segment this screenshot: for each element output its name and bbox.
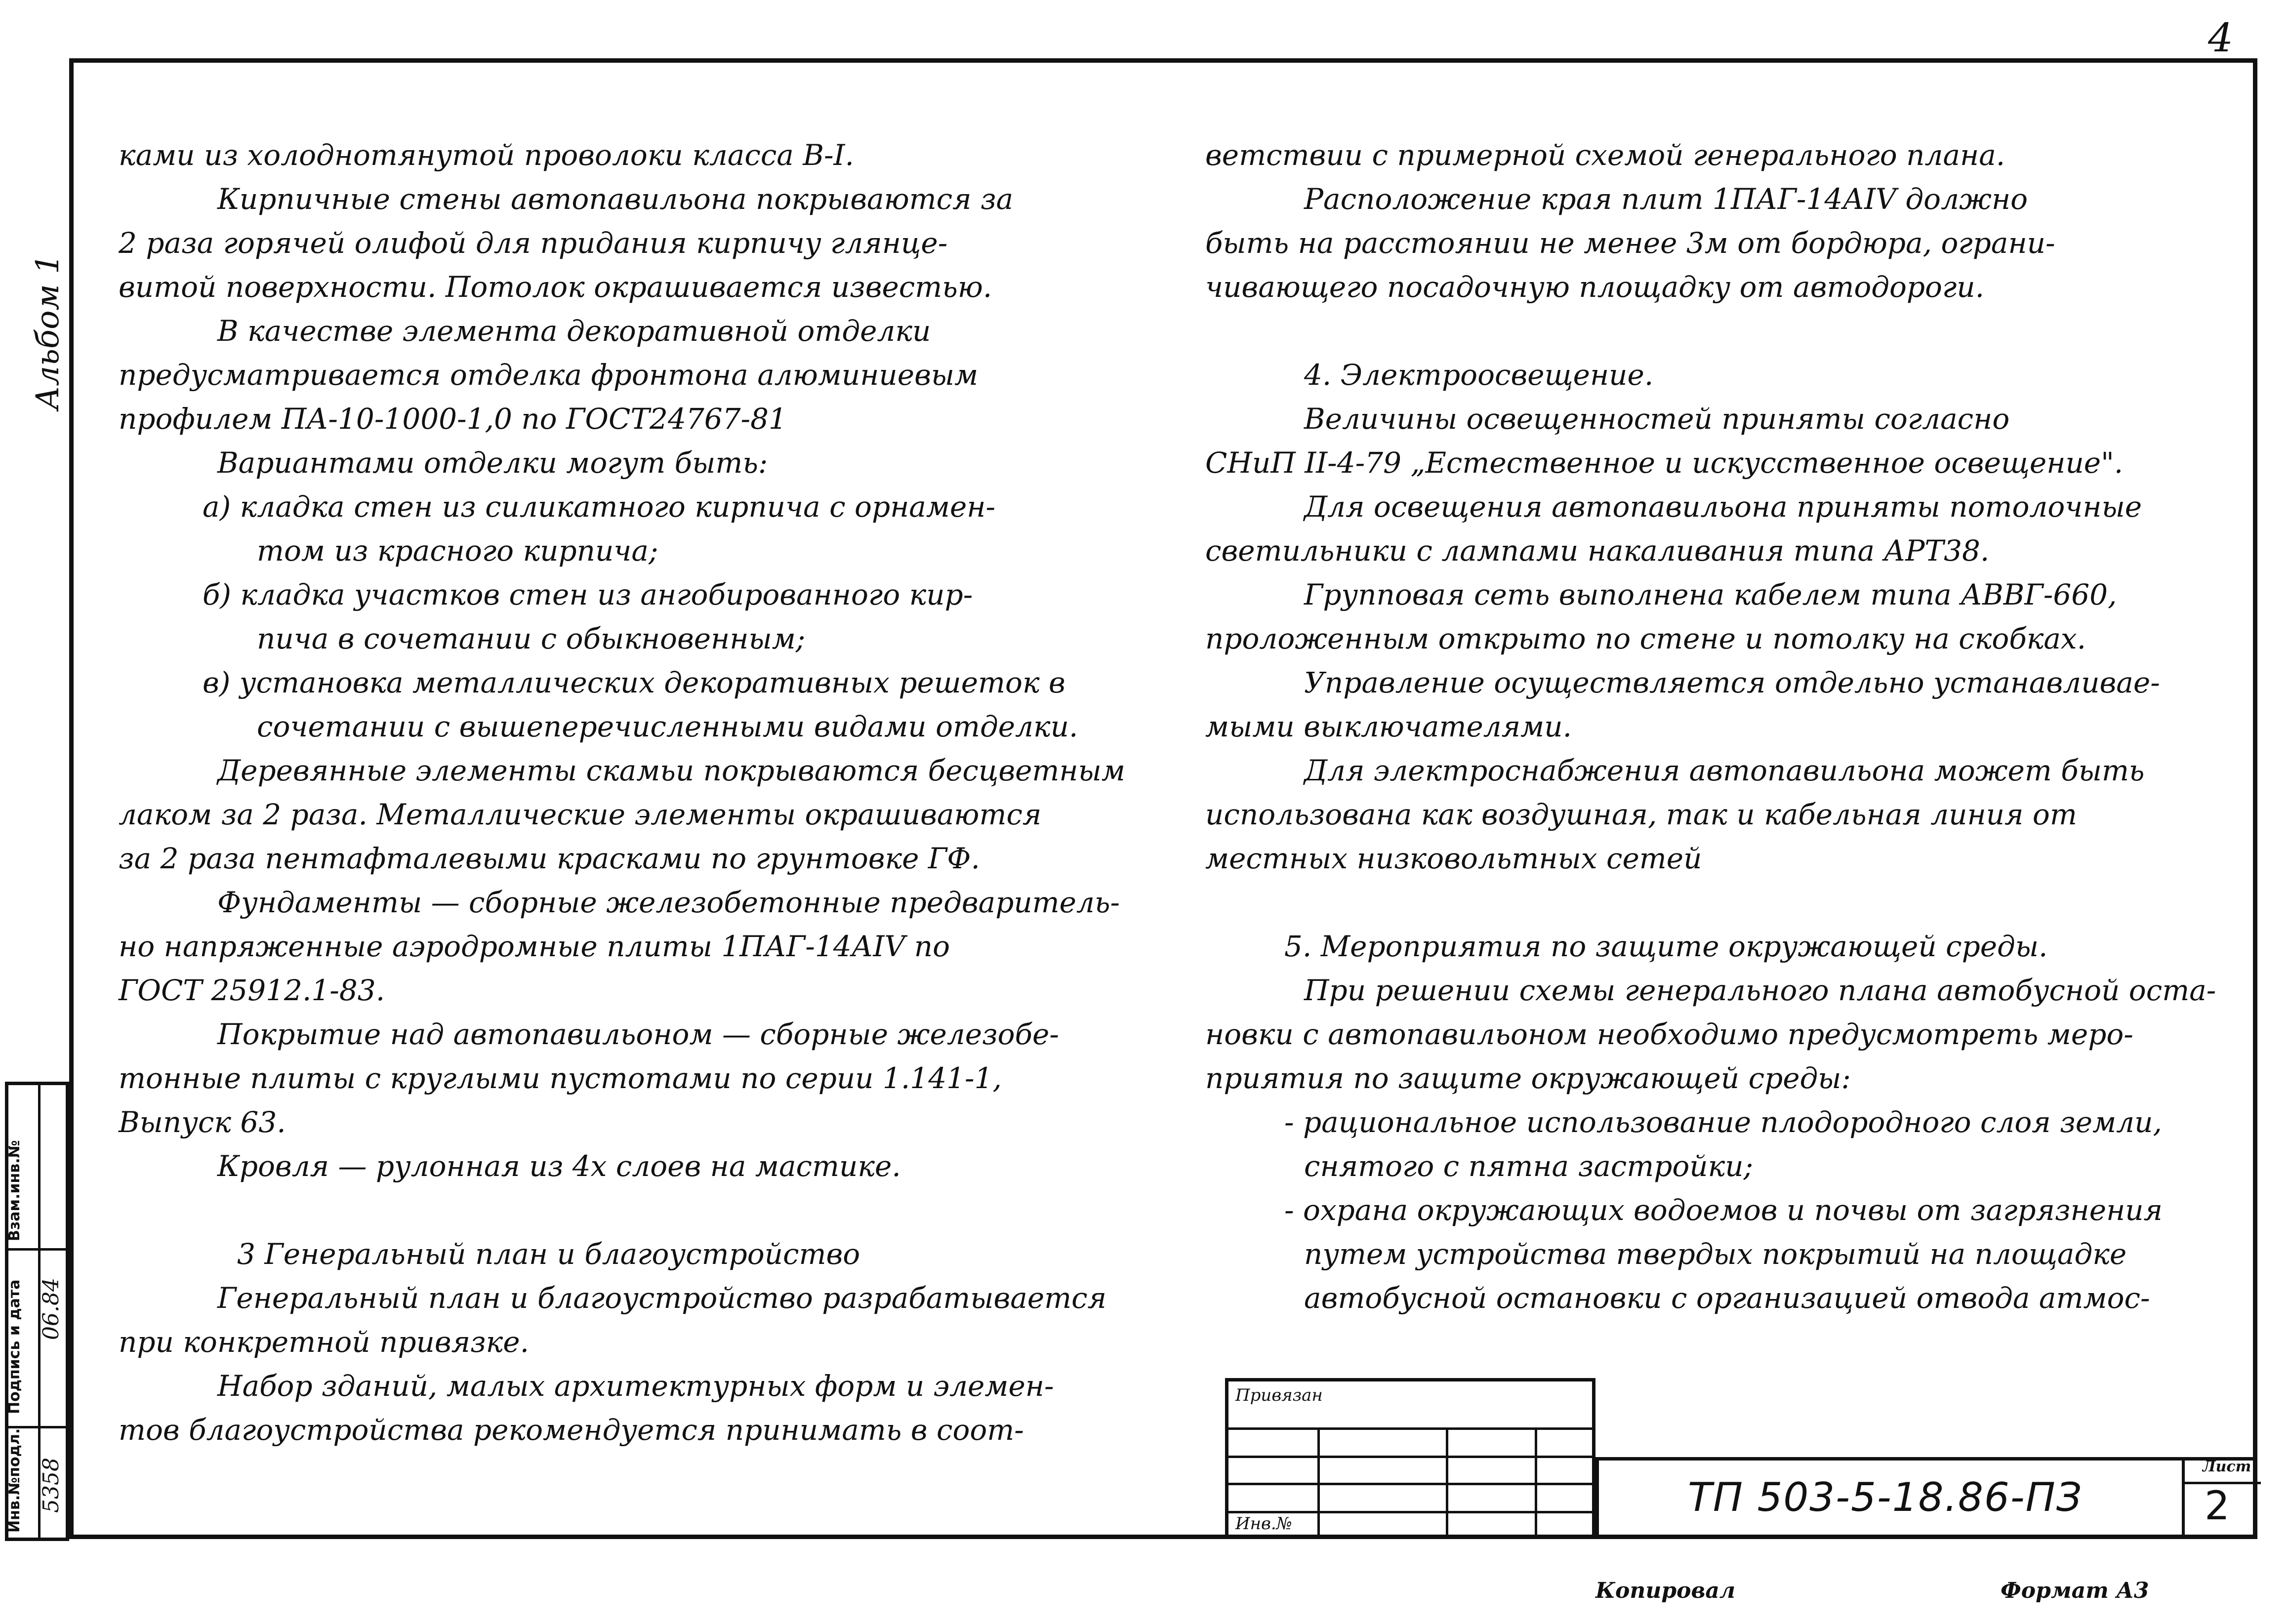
text-line: ветствии с примерной схемой генерального плана. [1205,138,2005,172]
text-line: профилем ПА-10-1000-1,0 по ГОСТ24767-81 [119,402,787,436]
text-line: Групповая сеть выполнена кабелем типа АВВГ-660, [1304,578,2117,611]
side-stamp-header-inv: Инв.№подл. [6,1428,23,1533]
text-line: новки с автопавильоном необходимо предусмотреть меро- [1205,1017,2133,1051]
text-line: при конкретной привязке. [119,1325,530,1359]
stamp-col-line [1317,1427,1320,1539]
text-line: автобусной остановки с организацией отвода атмос- [1304,1281,2150,1315]
text-line: Набор зданий, малых архитектурных форм и элемен- [217,1369,1054,1403]
text-line: но напряженные аэродромные плиты 1ПАГ-14АIV по [119,930,950,963]
text-line: При решении схемы генерального плана автобусной оста- [1304,974,2216,1007]
album-label: Альбом 1 [30,254,66,410]
text-line: предусматривается отделка фронтона алюминиевым [119,358,979,392]
right-text-column [1205,133,2216,1320]
text-line: местных низковольтных сетей [1205,842,1702,875]
text-line: быть на расстоянии не менее 3м от бордюра, ограни- [1205,226,2055,260]
text-line: ками из холоднотянутой проволоки класса В-I. [119,138,854,172]
stamp-col-line [1446,1427,1448,1539]
text-line: Расположение края плит 1ПАГ-14АIV должно [1304,182,2028,216]
text-line: Фундаменты — сборные железобетонные предваритель- [217,886,1120,919]
approval-stamp [1225,1378,1595,1539]
text-line: Вариантами отделки могут быть: [217,446,768,480]
text-line: Выпуск 63. [119,1105,286,1139]
text-line: Для электроснабжения автопавильона может быть [1304,754,2145,787]
text-line: Управление осуществляется отдельно устанавливае- [1304,666,2160,699]
text-line: ГОСТ 25912.1-83. [119,974,385,1007]
side-stamp-header-sign: Подпись и дата [6,1279,23,1414]
text-line: 2 раза горячей олифой для придания кирпичу глянце- [119,226,948,260]
text-line: снятого с пятна застройки; [1304,1149,1754,1183]
text-line: путем устройства твердых покрытий на площадке [1304,1237,2127,1271]
text-line: Величины освещенностей приняты согласно [1304,402,2010,436]
sheet-label: Лист [2203,1458,2251,1475]
text-line: Кирпичные стены автопавильона покрываются за [217,182,1014,216]
text-line: тонные плиты с круглыми пустотами по серии 1.141-1, [119,1061,1002,1095]
text-line: Деревянные элементы скамьи покрываются бесцветным [217,754,1125,787]
section-heading: 4. Электроосвещение. [1304,358,1654,392]
text-line: мыми выключателями. [1205,710,1572,743]
footer-format: Формат А3 [2001,1578,2149,1603]
stamp-row-line [1228,1427,1592,1430]
list-item: - рациональное использование плодородного слоя земли, [1284,1105,2162,1139]
list-item: а) кладка стен из силикатного кирпича с орнамен- [203,490,996,524]
side-stamp-header-replace: Взам.инв.№ [6,1140,23,1241]
section-heading: 3 Генеральный план и благоустройство [237,1237,860,1271]
document-code: ТП 503-5-18.86-ПЗ [1688,1474,2083,1520]
text-line: за 2 раза пентафталевыми красками по грунтовке ГФ. [119,842,980,875]
stamp-inventory: Инв.№ [1235,1514,1292,1534]
text-line: Покрытие над автопавильоном — сборные железобе- [217,1017,1059,1051]
page-number: 4 [2208,15,2233,61]
text-line: пича в сочетании с обыкновенным; [257,622,806,655]
stamp-row-line [1228,1456,1592,1458]
list-item: - охрана окружающих водоемов и почвы от загрязнения [1284,1193,2163,1227]
side-stamp-date: 06.84 [39,1278,64,1340]
title-block [1595,1457,2257,1539]
text-line: СНиП II-4-79 „Естественное и искусственное освещение". [1205,446,2124,480]
stamp-col-line [1535,1427,1537,1539]
stamp-privyazan: Привязан [1235,1385,1323,1405]
side-stamp [5,1082,69,1541]
text-line: лаком за 2 раза. Металлические элементы окрашиваются [119,798,1042,831]
text-line: чивающего посадочную площадку от автодороги. [1205,270,1985,304]
sheet-box [2182,1457,2261,1539]
section-heading: 5. Мероприятия по защите окружающей среды. [1284,930,2048,963]
sheet-number: 2 [2205,1483,2230,1529]
footer-copied: Копировал [1595,1578,1736,1603]
side-stamp-inv-number: 5358 [39,1458,64,1513]
stamp-row-line [1228,1511,1592,1513]
text-line: использована как воздушная, так и кабельная линия от [1205,798,2077,831]
text-line: том из красного кирпича; [257,534,658,568]
side-stamp-row-line [8,1248,66,1251]
left-text-column [119,133,1125,1452]
text-line: Кровля — рулонная из 4х слоев на мастике. [217,1149,901,1183]
text-line: приятия по защите окружающей среды: [1205,1061,1851,1095]
text-line: тов благоустройства рекомендуется принимать в соот- [119,1413,1024,1447]
text-line: сочетании с вышеперечисленными видами отделки. [257,710,1078,743]
text-line: Для освещения автопавильона приняты потолочные [1304,490,2142,524]
list-item: б) кладка участков стен из ангобированного кир- [203,578,973,611]
text-line: светильники с лампами накаливания типа АРТ38. [1205,534,1990,568]
stamp-row-line [1228,1483,1592,1485]
list-item: в) установка металлических декоративных решеток в [203,666,1065,699]
text-line: В качестве элемента декоративной отделки [217,314,931,348]
text-line: витой поверхности. Потолок окрашивается известью. [119,270,992,304]
text-line: Генеральный план и благоустройство разрабатывается [217,1281,1107,1315]
text-line: проложенным открыто по стене и потолку на скобках. [1205,622,2086,655]
